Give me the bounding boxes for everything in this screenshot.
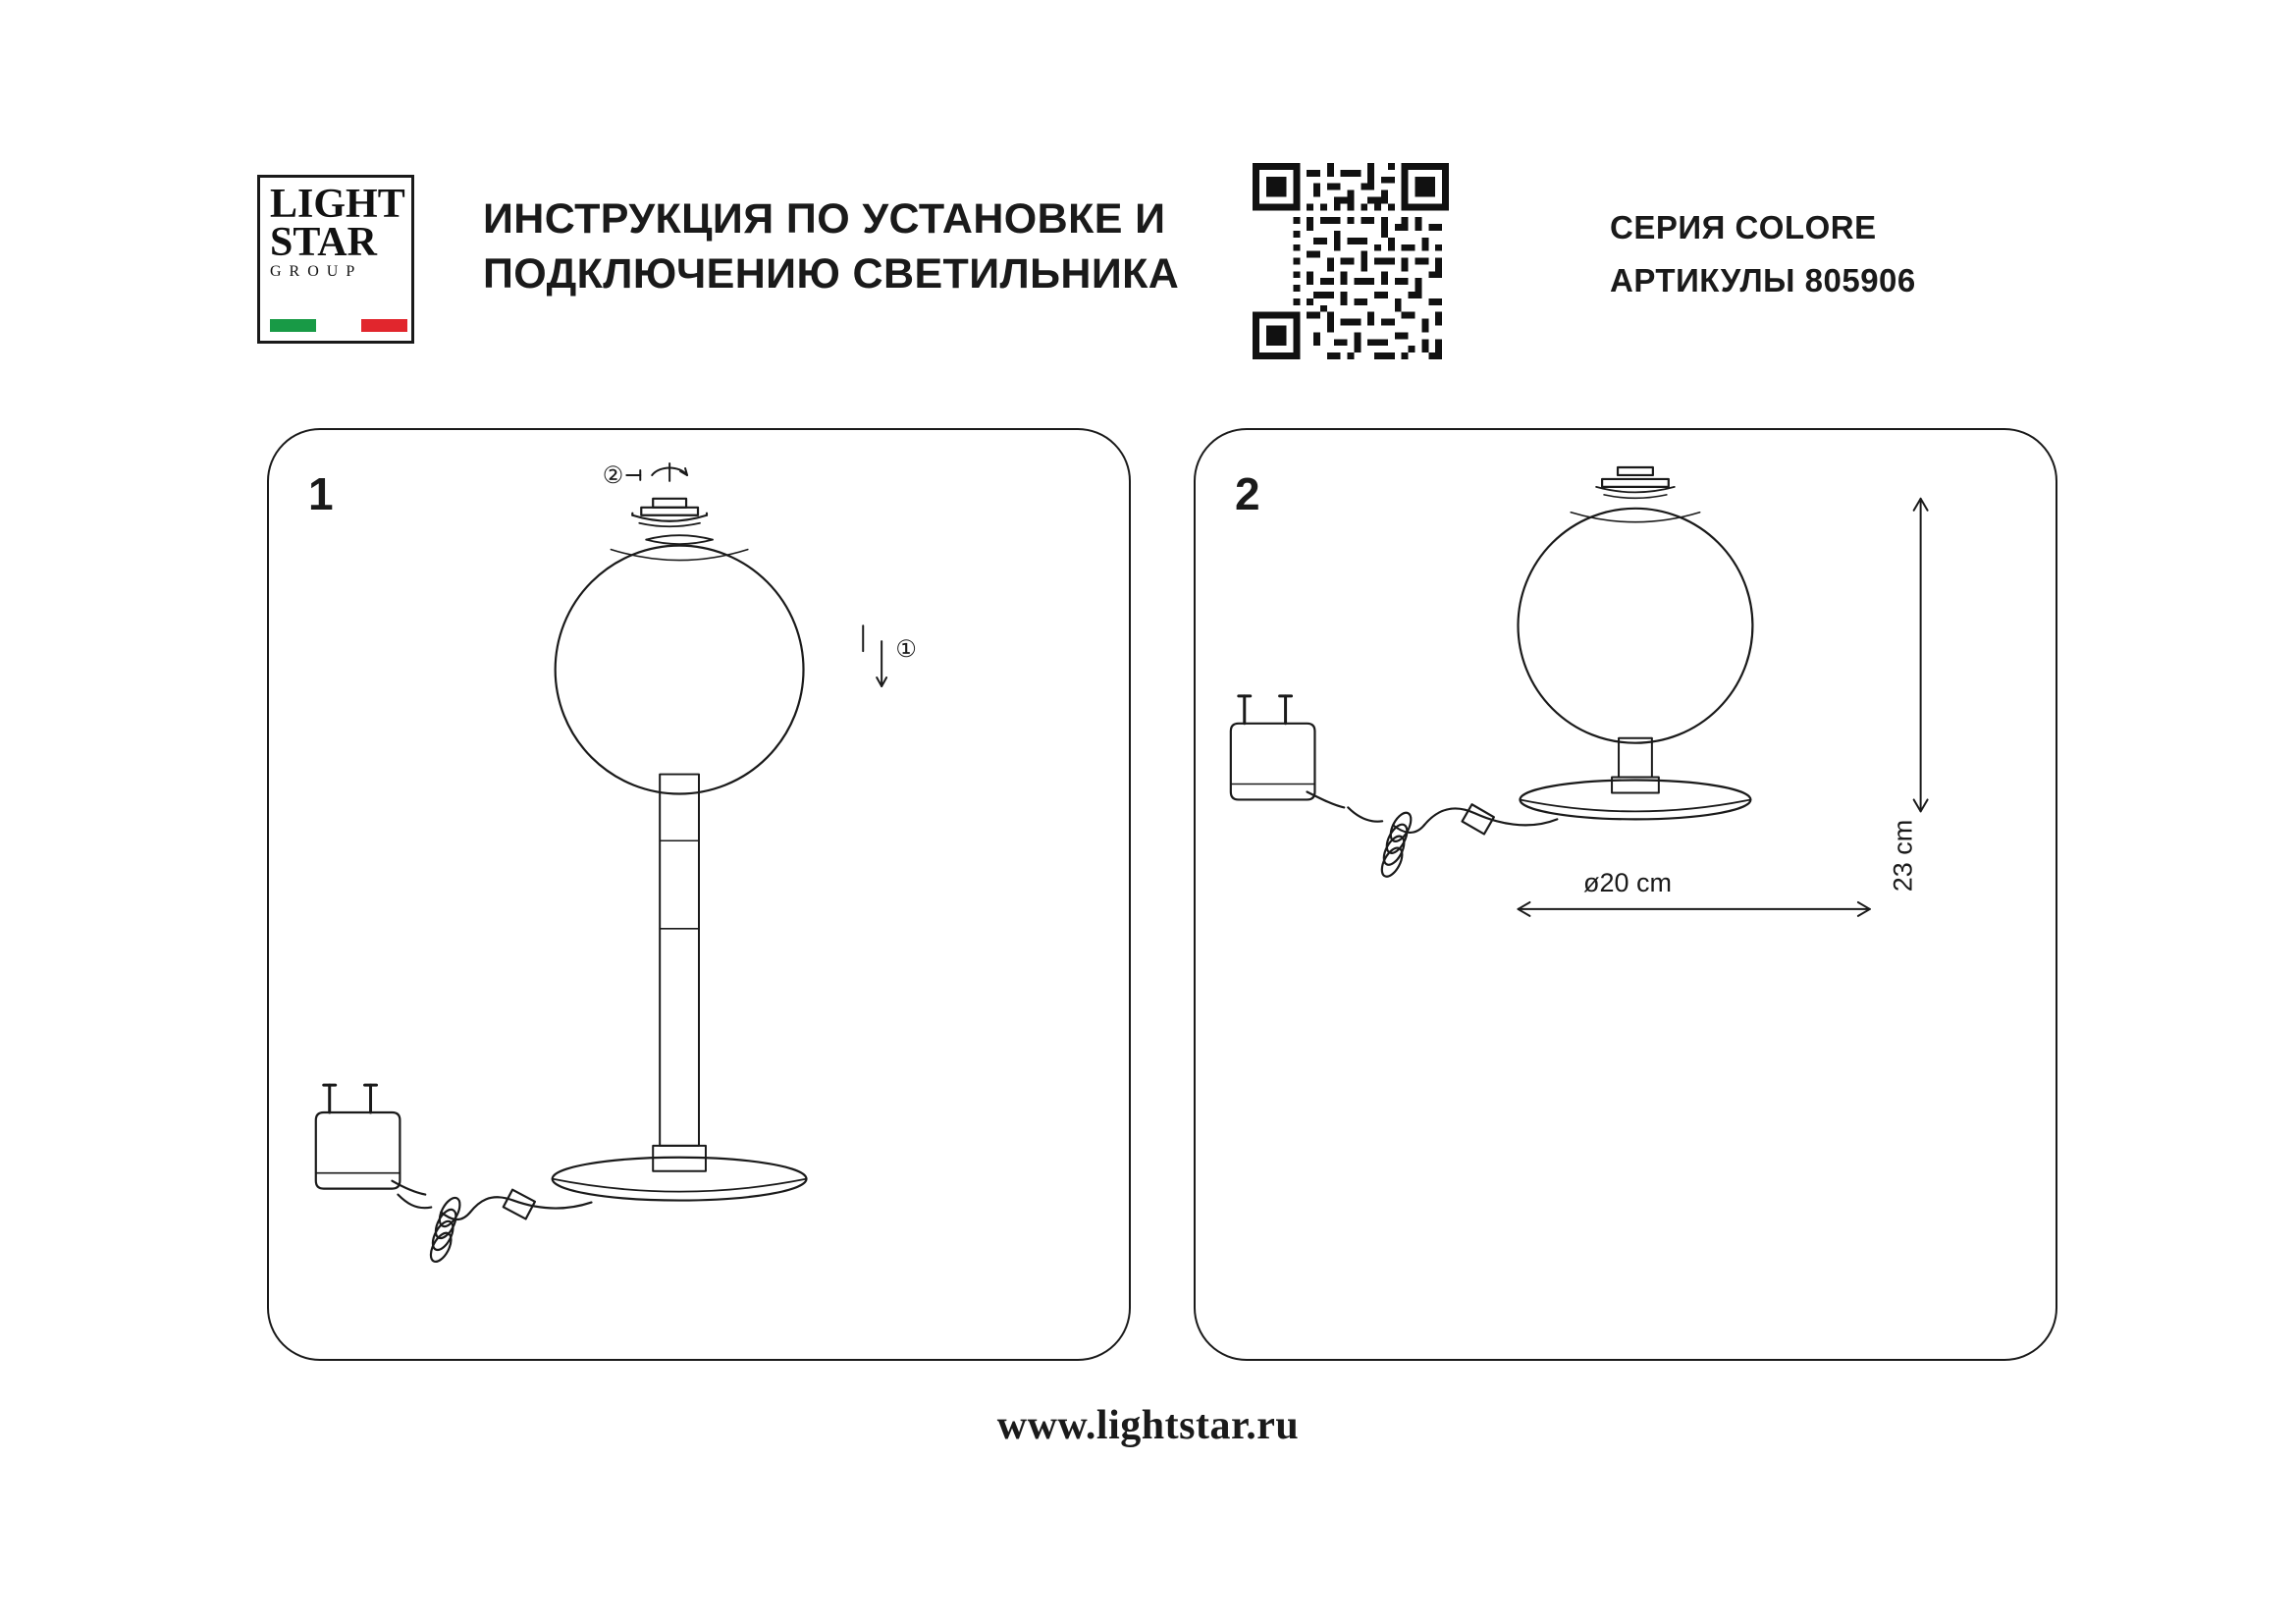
page-header [0, 0, 2296, 383]
brand-logo-line1: LIGHT [270, 182, 405, 227]
step-number-1: 1 [308, 468, 334, 519]
brand-logo-line2: STAR [270, 219, 377, 265]
page-title: ИНСТРУКЦИЯ ПО УСТАНОВКЕ И ПОДКЛЮЧЕНИЮ СВЕТИЛЬНИКА [483, 195, 1180, 298]
qr-code-icon [1249, 163, 1453, 359]
svg-text:②: ② [602, 461, 624, 489]
brand-logo-text [270, 182, 409, 281]
dimension-diameter-label: ø20 cm [1582, 868, 1673, 897]
footer-website-url[interactable]: www.lightstar.ru [996, 1403, 1300, 1448]
article-label: АРТИКУЛЫ 805906 [1610, 262, 1916, 299]
step-panel-2 [1194, 428, 2057, 1361]
step-panel-1 [267, 428, 1131, 1361]
dimension-height-label: 23 cm [1888, 819, 1918, 893]
brand-logo [257, 175, 414, 344]
series-label: СЕРИЯ COLORE [1610, 209, 1877, 245]
product-info [1610, 201, 2160, 308]
italy-flag-icon [270, 319, 407, 332]
step-number-2: 2 [1235, 468, 1260, 519]
svg-text:①: ① [895, 636, 917, 664]
step-1-diagram [269, 430, 1129, 1359]
brand-logo-line3: G R O U P [270, 263, 357, 281]
